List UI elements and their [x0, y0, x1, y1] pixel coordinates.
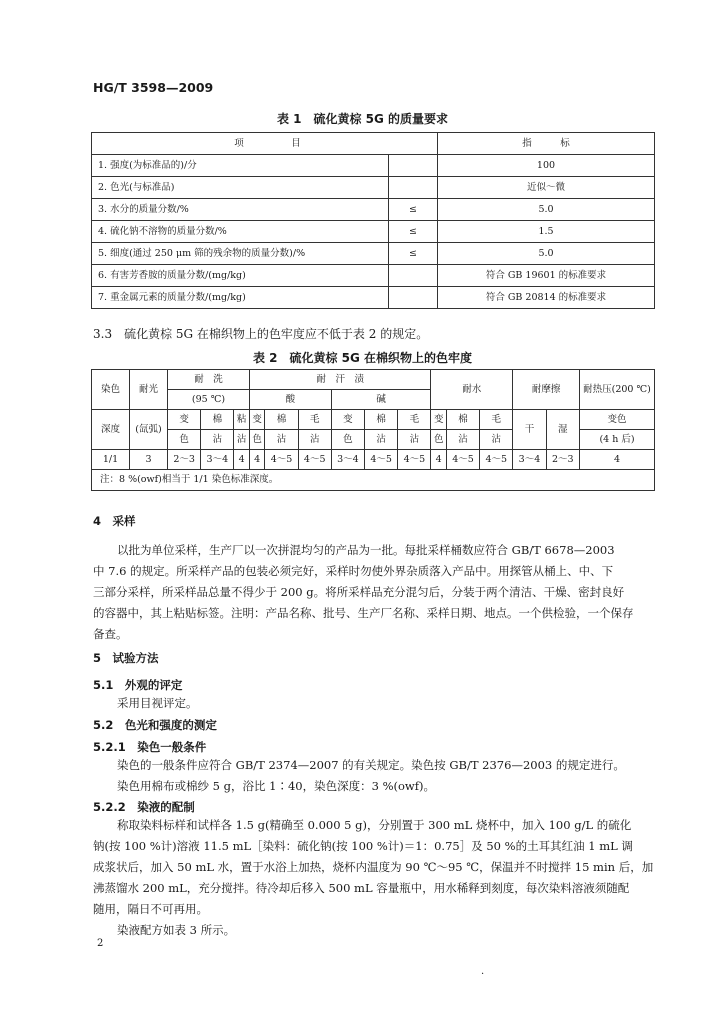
header-change-2: 色 — [331, 430, 364, 450]
cell: 4～5 — [480, 450, 513, 470]
section-5-2-2-title: 5.2.2 染液的配制 — [93, 800, 195, 814]
table-row — [92, 221, 655, 243]
header-rub: 耐摩擦 — [513, 370, 580, 410]
header-dry: 干 — [513, 410, 546, 450]
header-wool-1: 毛 — [298, 410, 331, 430]
cell: 4 — [431, 450, 446, 470]
row-value: 近似～微 — [438, 177, 655, 199]
section-5-2-title: 5.2 色光和强度的测定 — [93, 718, 217, 732]
cell: 2～3 — [168, 450, 201, 470]
table-row — [92, 450, 655, 470]
cell: 4～5 — [298, 450, 331, 470]
header-sweat: 耐 汗 渍 — [249, 370, 431, 390]
header-change-1: 变 — [431, 410, 446, 430]
row-value: 5.0 — [438, 199, 655, 221]
section-5-2-1-title: 5.2.1 染色一般条件 — [93, 740, 207, 754]
row-le: ≤ — [389, 199, 438, 221]
row-value: 1.5 — [438, 221, 655, 243]
cell: 4～5 — [398, 450, 431, 470]
table-header-row — [92, 370, 655, 390]
header-heat-change-2: (4 h 后) — [580, 430, 655, 450]
table-row — [92, 199, 655, 221]
table-note: 注：8 %(owf)相当于 1/1 染色标准深度。 — [92, 470, 655, 491]
cell: 1/1 — [92, 450, 130, 470]
header-cotton-2: 沾 — [365, 430, 398, 450]
row-item: 3. 水分的质量分数/% — [92, 199, 389, 221]
section-5-2-1-body — [93, 755, 653, 797]
paragraph-line: 染色的一般条件应符合 GB/T 2374—2007 的有关规定。染色按 GB/T 2376—2003 的规定进行。 — [117, 758, 625, 772]
row-item: 7. 重金属元素的质量分数/(mg/kg) — [92, 287, 389, 309]
row-value: 100 — [438, 155, 655, 177]
header-water: 耐水 — [431, 370, 513, 410]
row-item: 4. 硫化钠不溶物的质量分数/% — [92, 221, 389, 243]
header-wash-2: (95 ℃) — [168, 390, 250, 410]
quality-requirements-table — [91, 132, 655, 309]
header-change-2: 色 — [249, 430, 264, 450]
column-header-item: 项 目 — [92, 133, 438, 155]
header-change-2: 色 — [168, 430, 201, 450]
header-change-1: 变 — [331, 410, 364, 430]
table-header-row — [92, 133, 655, 155]
table-header-row — [92, 410, 655, 430]
cell: 3～4 — [331, 450, 364, 470]
paragraph-line: 随用，隔日不可再用。 — [93, 902, 208, 916]
section-4-body — [93, 540, 653, 645]
header-wet: 湿 — [546, 410, 579, 450]
paragraph-line: 钠(按 100 %计)溶液 11.5 mL［染料：硫化钠(按 100 %计)＝1：0.75］及 50 %的土耳其红油 1 mL 调 — [93, 839, 633, 853]
table-note-row — [92, 470, 655, 491]
standard-number-header: HG/T 3598—2009 — [93, 80, 214, 95]
table2-caption: 表 2 硫化黄棕 5G 在棉织物上的色牢度 — [252, 351, 473, 365]
header-cotton-1: 棉 — [265, 410, 298, 430]
header-heat: 耐热压(200 ℃) — [580, 370, 655, 410]
cell: 2～3 — [546, 450, 579, 470]
header-cotton-2: 沾 — [446, 430, 479, 450]
row-item: 6. 有害芳香胺的质量分数/(mg/kg) — [92, 265, 389, 287]
header-cotton-2: 沾 — [265, 430, 298, 450]
paragraph-line: 中 7.6 的规定。所采样产品的包装必须完好，采样时勿使外界杂质落入产品中。用探管从桶上、中、下 — [93, 564, 614, 578]
table-row — [92, 243, 655, 265]
row-value: 5.0 — [438, 243, 655, 265]
row-le — [389, 265, 438, 287]
header-light-2: (氙弧) — [130, 410, 168, 450]
row-le — [389, 287, 438, 309]
column-header-value: 指 标 — [438, 133, 655, 155]
table-row — [92, 177, 655, 199]
row-item: 1. 强度(为标准品的)/分 — [92, 155, 389, 177]
header-wool-2: 沾 — [398, 430, 431, 450]
header-cotton-1: 棉 — [446, 410, 479, 430]
header-wool-1: 毛 — [398, 410, 431, 430]
header-wool-1: 毛 — [480, 410, 513, 430]
header-viscose-1: 粘 — [234, 410, 249, 430]
header-wool-2: 沾 — [480, 430, 513, 450]
cell: 4～5 — [265, 450, 298, 470]
cell: 4 — [580, 450, 655, 470]
paragraph-line: 沸蒸馏水 200 mL，充分搅拌。待冷却后移入 500 mL 容量瓶中，用水稀释到刻度，每次染料溶液须随配 — [93, 881, 630, 895]
row-le — [389, 155, 438, 177]
paragraph-line: 染液配方如表 3 所示。 — [117, 923, 236, 937]
header-acid: 酸 — [249, 390, 331, 410]
table-row — [92, 287, 655, 309]
cell: 3～4 — [201, 450, 234, 470]
section-5-title: 5 试验方法 — [93, 651, 159, 665]
table1-caption: 表 1 硫化黄棕 5G 的质量要求 — [276, 112, 449, 126]
paragraph-line: 称取染料标样和试样各 1.5 g(精确至 0.000 5 g)，分别置于 300 mL 烧杯中，加入 100 g/L 的硫化 — [117, 818, 632, 832]
paragraph-line: 备查。 — [93, 627, 128, 641]
header-wash-1: 耐 洗 — [168, 370, 250, 390]
header-depth-2: 深度 — [92, 410, 130, 450]
color-fastness-table — [91, 369, 655, 491]
paragraph-line: 的容器中，其上粘贴标签。注明：产品名称、批号、生产厂名称、采样日期、地点。一个供检验，一个保存 — [93, 606, 634, 620]
header-depth-1: 染色 — [92, 370, 130, 410]
header-cotton-2: 沾 — [201, 430, 234, 450]
page-number: 2 — [97, 938, 104, 949]
section-5-1-title: 5.1 外观的评定 — [93, 678, 183, 692]
stray-mark: . — [481, 966, 485, 977]
paragraph-line: 三部分采样，所采样品总量不得少于 200 g。将所采样品充分混匀后，分装于两个清洁、干燥、密封良好 — [93, 585, 625, 599]
header-cotton-1: 棉 — [201, 410, 234, 430]
cell: 3～4 — [513, 450, 546, 470]
section-4-title: 4 采样 — [93, 514, 136, 528]
header-light-1: 耐光 — [130, 370, 168, 410]
section-5-2-2-body — [93, 815, 653, 941]
row-item: 5. 细度(通过 250 μm 筛的残余物的质量分数)/% — [92, 243, 389, 265]
table-row — [92, 155, 655, 177]
header-change-2: 色 — [431, 430, 446, 450]
paragraph-line: 成浆状后，加入 50 mL 水，置于水浴上加热，烧杯内温度为 90 ℃～95 ℃，保温并不时搅拌 15 min 后，加 — [93, 860, 654, 874]
clause-3-3: 3.3 硫化黄棕 5G 在棉织物上的色牢度应不低于表 2 的规定。 — [93, 327, 429, 341]
row-value: 符合 GB 20814 的标准要求 — [438, 287, 655, 309]
header-viscose-2: 沾 — [234, 430, 249, 450]
row-le: ≤ — [389, 221, 438, 243]
cell: 4～5 — [365, 450, 398, 470]
paragraph-line: 以批为单位采样，生产厂以一次拼混均匀的产品为一批。每批采样桶数应符合 GB/T 6678—2003 — [117, 543, 615, 557]
header-cotton-1: 棉 — [365, 410, 398, 430]
header-alkali: 碱 — [331, 390, 431, 410]
cell: 4～5 — [446, 450, 479, 470]
paragraph-line: 染色用棉布或棉纱 5 g，浴比 1∶40，染色深度：3 %(owf)。 — [117, 779, 435, 793]
cell: 3 — [130, 450, 168, 470]
row-le — [389, 177, 438, 199]
header-change-1: 变 — [168, 410, 201, 430]
section-5-1-body: 采用目视评定。 — [117, 696, 198, 710]
cell: 4 — [234, 450, 249, 470]
row-value: 符合 GB 19601 的标准要求 — [438, 265, 655, 287]
row-item: 2. 色光(与标准品) — [92, 177, 389, 199]
row-le: ≤ — [389, 243, 438, 265]
table-row — [92, 265, 655, 287]
cell: 4 — [249, 450, 264, 470]
header-heat-change-1: 变色 — [580, 410, 655, 430]
header-wool-2: 沾 — [298, 430, 331, 450]
header-change-1: 变 — [249, 410, 264, 430]
